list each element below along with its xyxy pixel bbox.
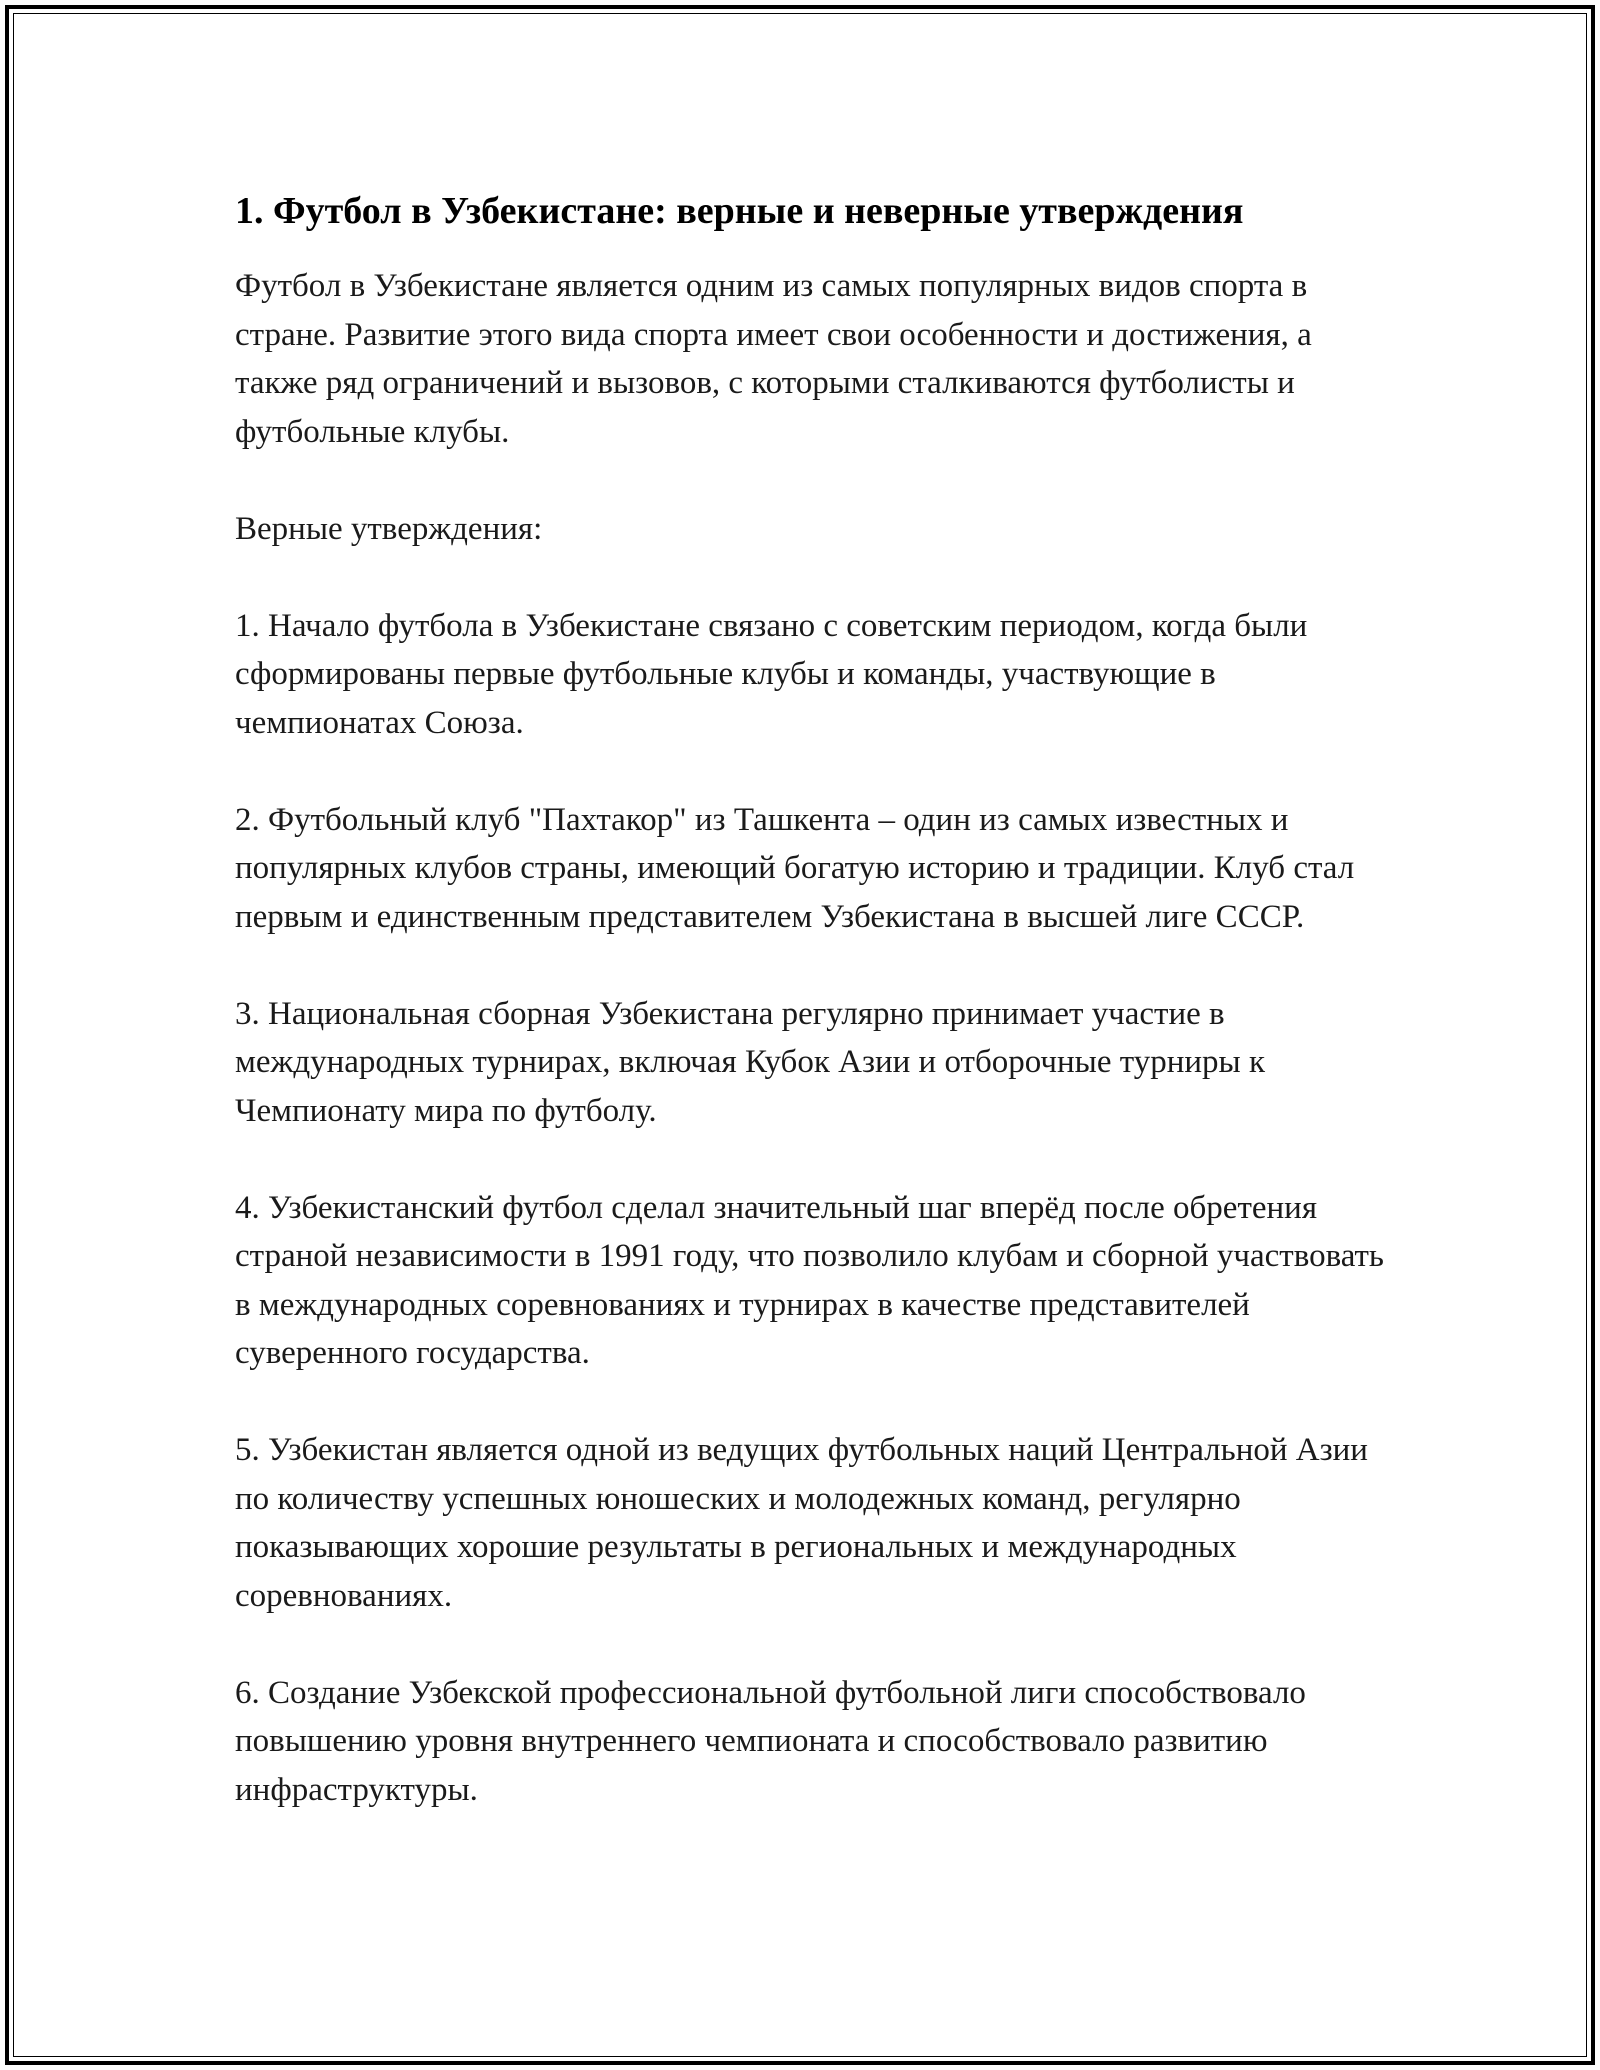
statement-item-5: 5. Узбекистан является одной из ведущих футбольных наций Центральной Азии по количеству успешных юношеских и молодежных команд, регулярно показывающих хорошие результаты в региональных и международных соревнованиях. xyxy=(235,1432,1368,1614)
statement-item-2: 2. Футбольный клуб "Пахтакор" из Ташкента – один из самых известных и популярных клубов страны, имеющий богатую историю и традиции. Клуб стал первым и единственным представителем Узбекистана в высшей лиге СССР. xyxy=(235,801,1355,935)
intro-paragraph: Футбол в Узбекистане является одним из самых популярных видов спорта в стране. Развитие этого вида спорта имеет свои особенности и достижения, а также ряд ограничений и вызовов, с которыми сталкиваются футболисты и футбольные клубы. xyxy=(235,268,1312,450)
statement-item-4: 4. Узбекистанский футбол сделал значительный шаг вперёд после обретения страной независимости в 1991 году, что позволило клубам и сборной участвовать в международных соревнованиях и турнирах в качестве представителей суверенного государства. xyxy=(235,1189,1384,1371)
document-heading: 1. Футбол в Узбекистане: верные и неверные утверждения xyxy=(235,190,1244,232)
statement-item-6: 6. Создание Узбекской профессиональной футбольной лиги способствовало повышению уровня внутреннего чемпионата и способствовало развитию инфраструктуры. xyxy=(235,1674,1306,1808)
document-body xyxy=(235,186,1385,1863)
section-label-true-statements: Верные утверждения: xyxy=(235,510,543,547)
statement-item-1: 1. Начало футбола в Узбекистане связано с советским периодом, когда были сформированы первые футбольные клубы и команды, участвующие в чемпионатах Союза. xyxy=(235,607,1308,741)
statement-item-3: 3. Национальная сборная Узбекистана регулярно принимает участие в международных турнирах, включая Кубок Азии и отборочные турниры к Чемпионату мира по футболу. xyxy=(235,995,1265,1129)
